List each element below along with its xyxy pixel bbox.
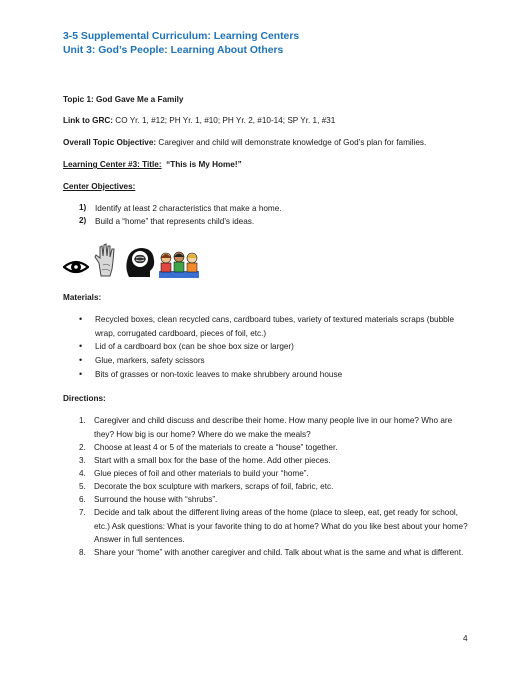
materials-heading: Materials: [63, 293, 102, 302]
step-number: 2. [79, 443, 86, 452]
direction-text: Decorate the box sculpture with markers, scraps of foil, fabric, etc. [94, 482, 334, 491]
direction-text: Glue pieces of foil and other materials to build your “home”. [94, 469, 309, 478]
header-unit: Unit 3: God’s People: Learning About Others [63, 45, 284, 56]
learning-center-title [63, 159, 242, 170]
eye-icon [63, 257, 89, 277]
bullet-icon: • [79, 314, 83, 324]
objective-item: Build a “home” that represents child’s ideas. [95, 217, 255, 226]
step-number: 3. [79, 456, 86, 465]
hand-icon [93, 243, 121, 277]
step-number: 4. [79, 469, 86, 478]
directions-heading: Directions: [63, 394, 106, 403]
direction-text: Share your “home” with another caregiver and child. Talk about what is the same and what is different. [94, 548, 464, 557]
objective-number: 2) [79, 216, 87, 225]
link-label: Link to GRC: [63, 116, 114, 125]
topic-title: Topic 1: God Gave Me a Family [63, 95, 184, 104]
step-number: 5. [79, 482, 86, 491]
center-objectives-heading: Center Objectives: [63, 182, 136, 191]
direction-text: Caregiver and child discuss and describe their home. How many people live in our home? Who are they? How big is our home? Where do we make the meals? [94, 416, 453, 439]
overall-objective [63, 137, 426, 148]
center-label: Learning Center #3: Title: [63, 160, 162, 169]
learning-style-icons [63, 243, 203, 283]
step-number: 7. [79, 508, 86, 517]
bullet-icon: • [79, 341, 83, 351]
bullet-icon: • [79, 369, 83, 379]
step-number: 1. [79, 416, 86, 425]
page-number: 4 [463, 634, 468, 643]
objective-number: 1) [79, 203, 87, 212]
objective-label: Overall Topic Objective: [63, 138, 157, 147]
children-group-icon [159, 249, 199, 279]
material-text: Lid of a cardboard box (can be shoe box size or larger) [95, 342, 294, 351]
head-with-brain-icon [123, 245, 157, 279]
material-text: Glue, markers, safety scissors [95, 356, 205, 365]
link-value: CO Yr. 1, #12; PH Yr. 1, #10; PH Yr. 2, #10-14; SP Yr. 1, #31 [113, 116, 336, 125]
header-curriculum: 3-5 Supplemental Curriculum: Learning Centers [63, 31, 300, 42]
objective-value: Caregiver and child will demonstrate knowledge of God’s plan for families. [156, 138, 427, 147]
document-header [63, 30, 299, 58]
direction-text: Start with a small box for the base of the home. Add other pieces. [94, 456, 331, 465]
direction-text: Decide and talk about the different living areas of the home (place to sleep, eat, get ready for school, etc.) Ask questions: What is your favorite thing to do at home? What do you like best about your home? Answer in full sentences. [94, 508, 468, 544]
direction-text: Choose at least 4 or 5 of the materials to create a “house” together. [94, 443, 338, 452]
direction-text: Surround the house with “shrubs”. [94, 495, 218, 504]
link-to-grc [63, 115, 335, 126]
bullet-icon: • [79, 355, 83, 365]
step-number: 8. [79, 548, 86, 557]
material-text: Recycled boxes, clean recycled cans, cardboard tubes, variety of textured materials scraps (bubble wrap, corrugated cardboard, pieces of foil, etc.) [95, 315, 455, 338]
objective-item: Identify at least 2 characteristics that make a home. [95, 204, 282, 213]
step-number: 6. [79, 495, 86, 504]
material-text: Bits of grasses or non-toxic leaves to make shrubbery around house [95, 370, 343, 379]
center-title: “This is My Home!” [166, 160, 242, 169]
